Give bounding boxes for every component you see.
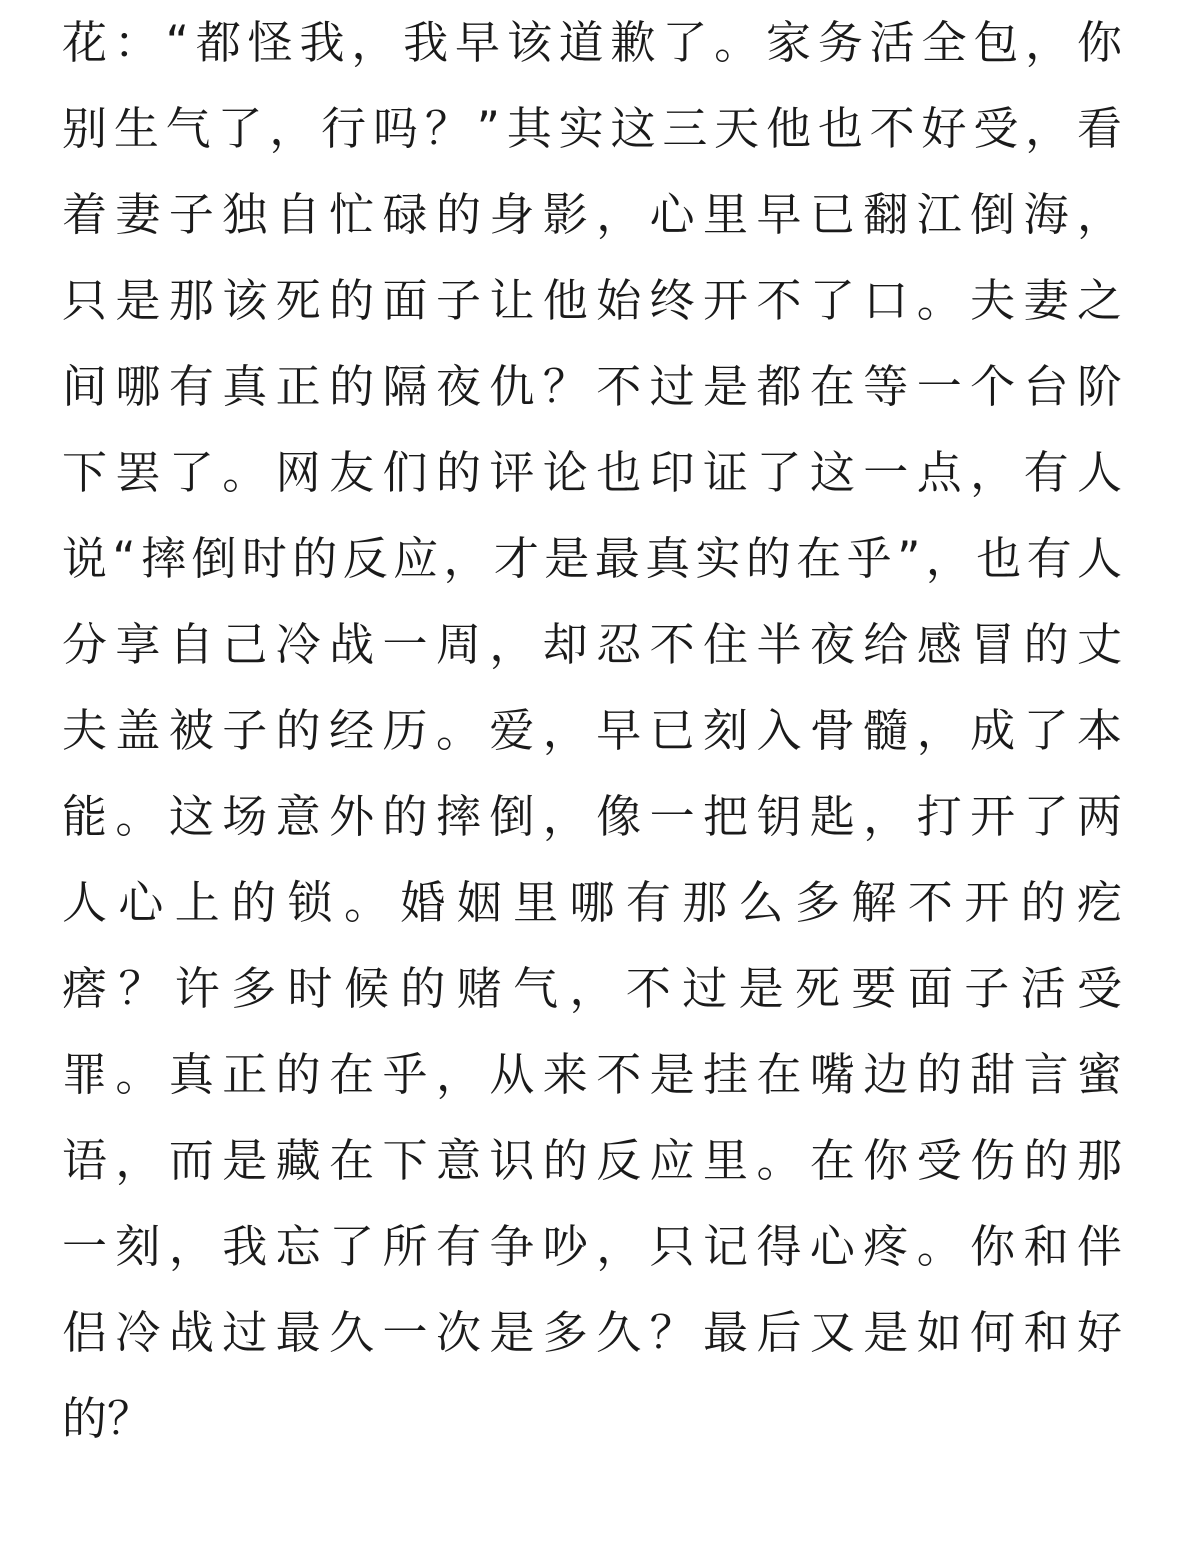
- text-line: 着妻子独自忙碌的身影，心里早已翻江倒海，: [62, 188, 1122, 241]
- text-line: 说“摔倒时的反应，才是最真实的在乎”，也有人: [62, 532, 1122, 585]
- text-line: 别生气了，行吗？”其实这三天他也不好受，看: [62, 102, 1122, 155]
- text-line: 罪。真正的在乎，从来不是挂在嘴边的甜言蜜: [62, 1048, 1122, 1101]
- text-line: 下罢了。网友们的评论也印证了这一点，有人: [62, 446, 1122, 499]
- text-line: 瘩？许多时候的赌气，不过是死要面子活受: [62, 962, 1122, 1015]
- text-line: 花：“都怪我，我早该道歉了。家务活全包，你: [62, 16, 1122, 69]
- text-line: 分享自己冷战一周，却忍不住半夜给感冒的丈: [62, 618, 1122, 671]
- text-line: 人心上的锁。婚姻里哪有那么多解不开的疙: [62, 876, 1122, 929]
- text-line: 一刻，我忘了所有争吵，只记得心疼。你和伴: [62, 1220, 1122, 1273]
- text-line: 的？: [62, 1392, 153, 1445]
- text-line: 夫盖被子的经历。爱，早已刻入骨髓，成了本: [62, 704, 1122, 757]
- text-line: 侣冷战过最久一次是多久？最后又是如何和好: [62, 1306, 1122, 1359]
- text-line: 能。这场意外的摔倒，像一把钥匙，打开了两: [62, 790, 1122, 843]
- text-line: 只是那该死的面子让他始终开不了口。夫妻之: [62, 274, 1122, 327]
- text-line: 语，而是藏在下意识的反应里。在你受伤的那: [62, 1134, 1122, 1187]
- text-line: 间哪有真正的隔夜仇？不过是都在等一个台阶: [62, 360, 1122, 413]
